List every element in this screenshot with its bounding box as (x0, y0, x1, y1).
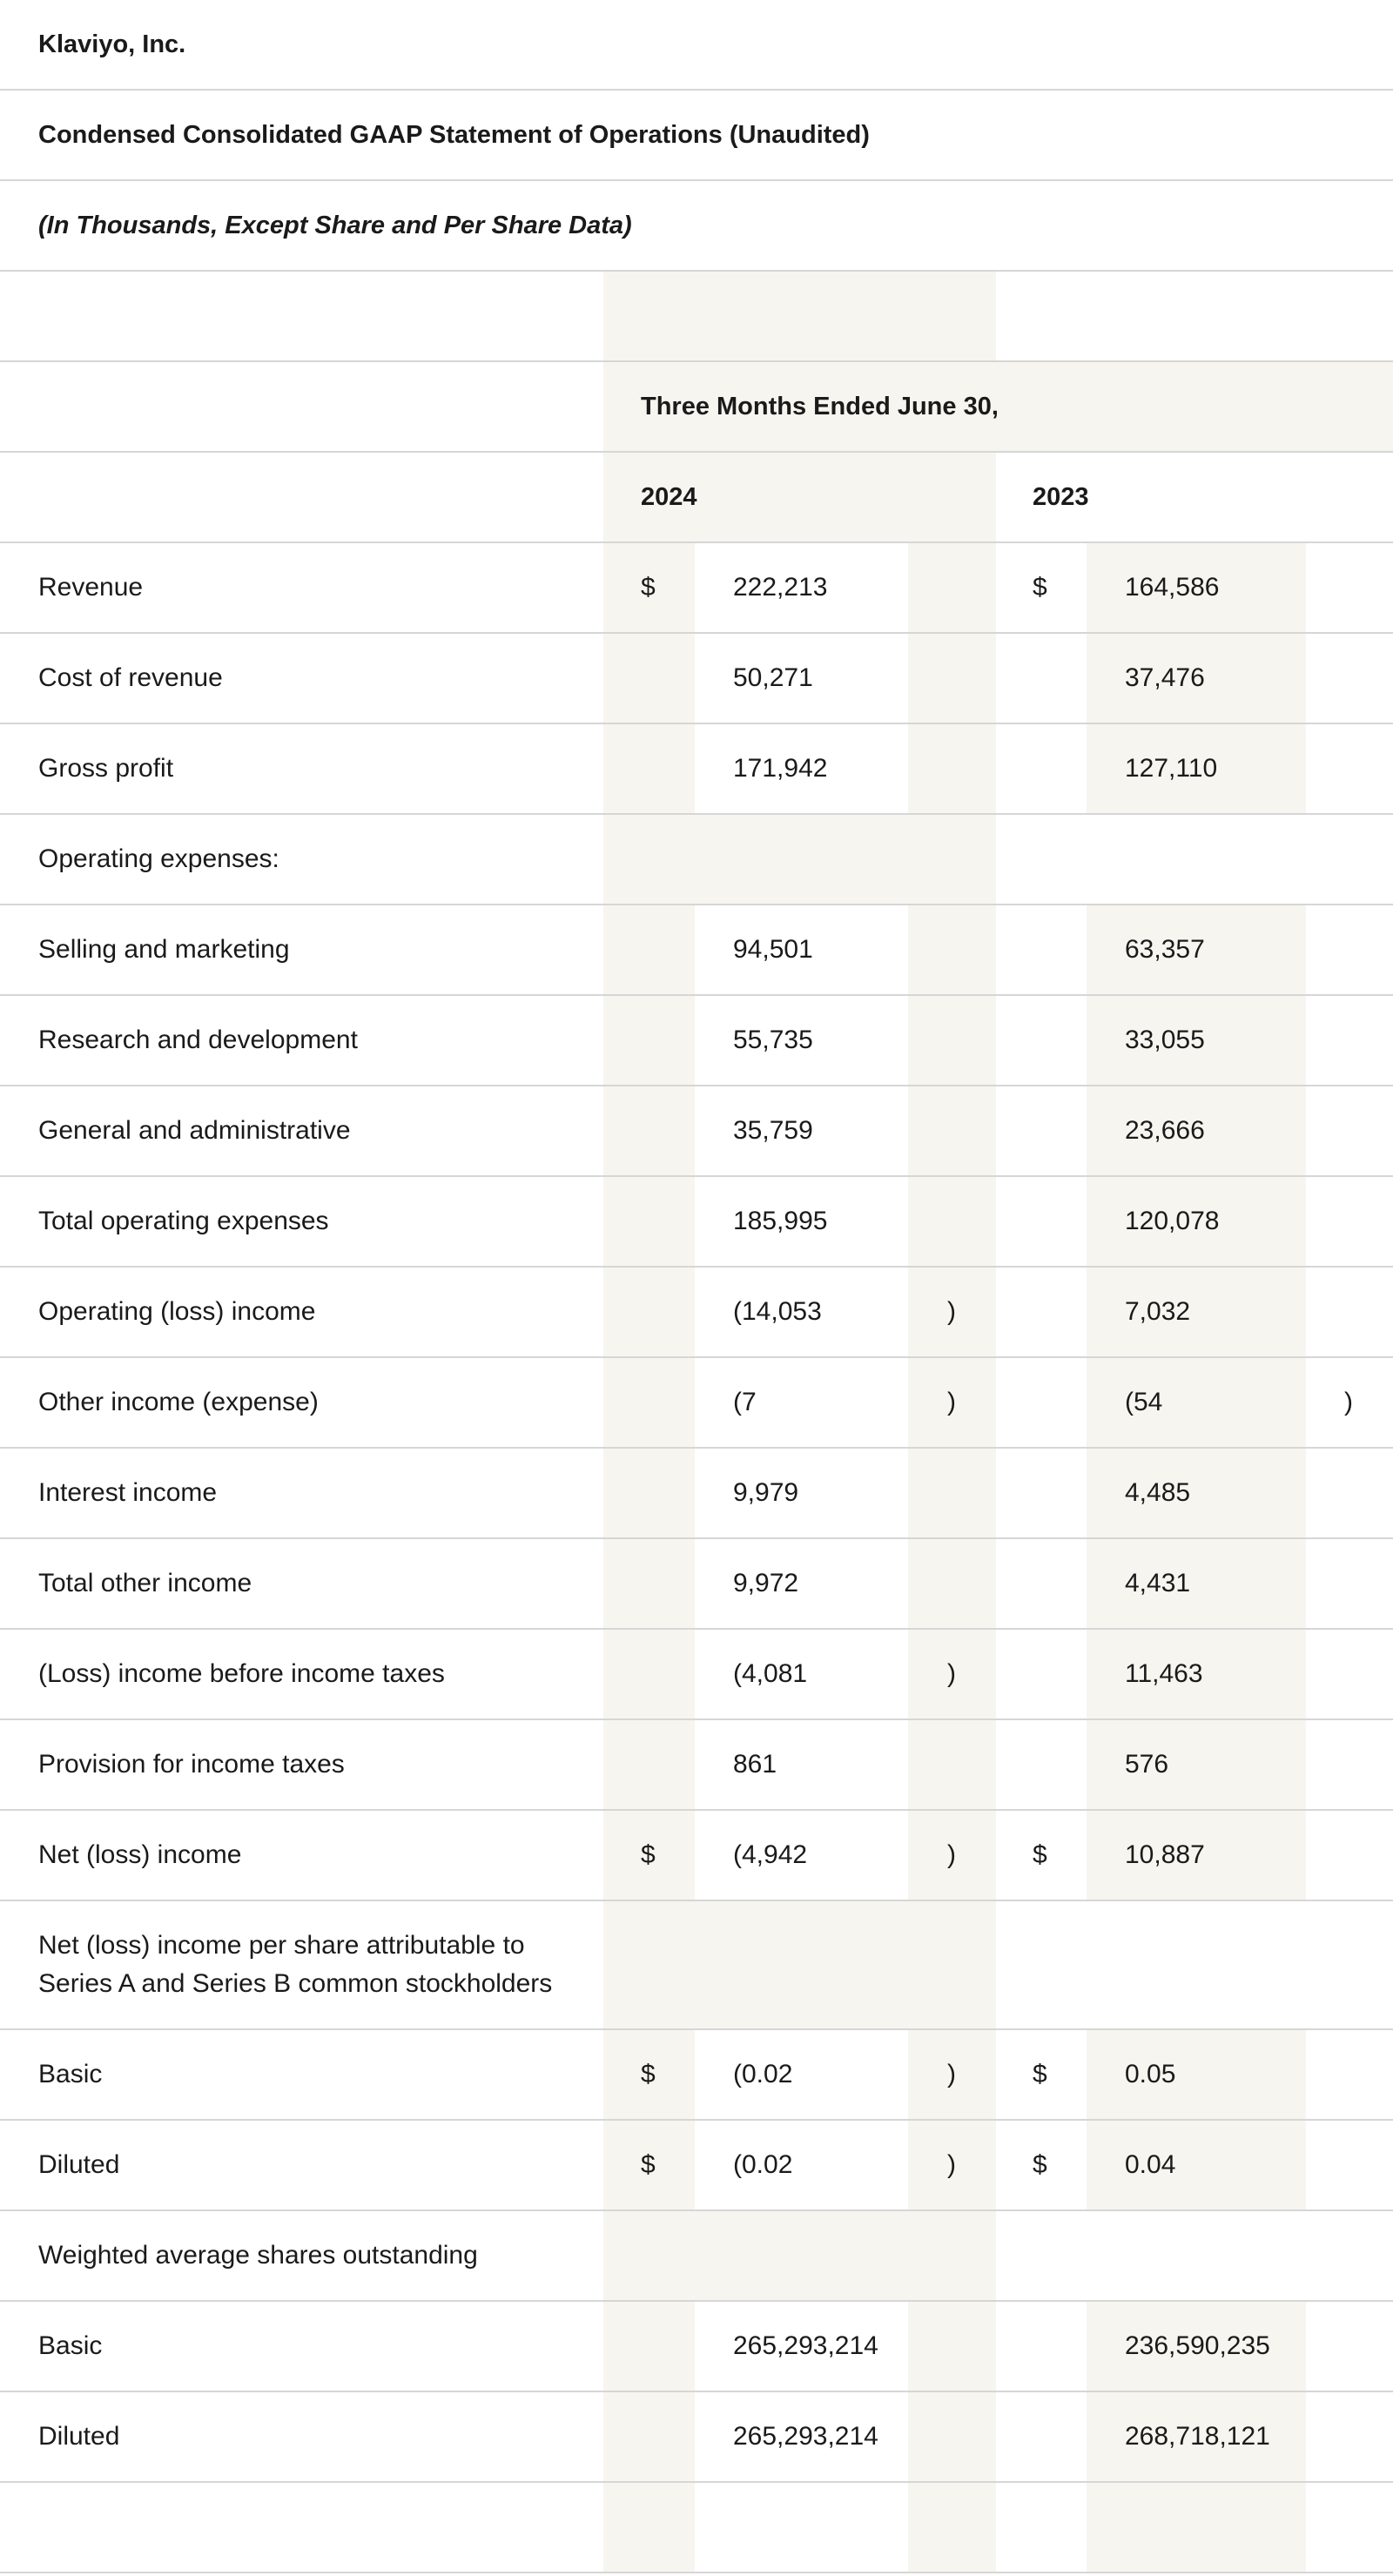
value-2024: 171,942 (733, 754, 828, 783)
value-2023: 268,718,121 (1125, 2422, 1270, 2451)
table-row (0, 2392, 1393, 2483)
col-2024-symbol-shade (603, 1268, 695, 1356)
company-row (0, 0, 1393, 91)
row-label: Provision for income taxes (38, 1750, 345, 1779)
spacer-shade (603, 272, 996, 360)
row-label: Basic (38, 2331, 103, 2360)
title-row (0, 91, 1393, 181)
row-label: (Loss) income before income taxes (38, 1659, 445, 1688)
table-row (0, 905, 1393, 996)
table-row (0, 1720, 1393, 1811)
section-row (0, 1901, 1393, 2030)
section-row (0, 815, 1393, 905)
close-paren-2023: ) (1344, 1388, 1353, 1416)
row-label: Cost of revenue (38, 663, 223, 692)
value-2024: (14,053 (733, 1297, 822, 1326)
col-2024-paren-shade (908, 1539, 996, 1628)
value-2024: 265,293,214 (733, 2422, 878, 2451)
close-paren-2024: ) (947, 1297, 956, 1326)
currency-symbol-2024: $ (641, 2150, 656, 2179)
col-2024-paren-shade (908, 1720, 996, 1809)
row-label: Diluted (38, 2422, 120, 2451)
value-2024: 94,501 (733, 935, 813, 964)
row-label: Diluted (38, 2150, 120, 2179)
col-2024-paren-shade (908, 996, 996, 1085)
row-label: Revenue (38, 573, 144, 602)
col-2024-symbol-shade (603, 996, 695, 1085)
value-2023: 10,887 (1125, 1840, 1205, 1869)
value-2023: 164,586 (1125, 573, 1220, 602)
col-2024-shade (603, 815, 996, 904)
table-row (0, 1086, 1393, 1177)
row-label: Research and development (38, 1026, 358, 1054)
table-row (0, 1177, 1393, 1268)
table-row (0, 543, 1393, 634)
col-2024-symbol-shade (603, 724, 695, 813)
row-label: Selling and marketing (38, 935, 290, 964)
col-2024-symbol-shade (603, 2392, 695, 2481)
value-2024: 861 (733, 1750, 777, 1779)
row-label: Interest income (38, 1478, 218, 1507)
col-2024-paren-shade (908, 724, 996, 813)
col-2024-paren-shade (908, 543, 996, 632)
col-2023-value-shade (1087, 2030, 1306, 2119)
row-label: Gross profit (38, 754, 174, 783)
col-2024-symbol-shade (603, 1086, 695, 1175)
value-2023: 63,357 (1125, 935, 1205, 964)
col-2023-value-shade (1087, 1539, 1306, 1628)
col-2024-symbol-shade (603, 634, 695, 723)
value-2024: 35,759 (733, 1116, 813, 1145)
value-2023: 23,666 (1125, 1116, 1205, 1145)
table-row (0, 634, 1393, 724)
col-2023-value-shade (1087, 2121, 1306, 2209)
table-row (0, 996, 1393, 1086)
col-2023-value-shade (1087, 1358, 1306, 1447)
table-row (0, 2030, 1393, 2121)
col-2023-value-shade (1087, 2483, 1306, 2572)
col-2024-paren-shade (908, 2483, 996, 2572)
value-2024: (0.02 (733, 2150, 793, 2179)
col-2024-symbol-shade (603, 2483, 695, 2572)
currency-symbol-2024: $ (641, 2060, 656, 2088)
col-2024-symbol-shade (603, 1177, 695, 1266)
units-row (0, 181, 1393, 272)
col-2024-symbol-shade (603, 905, 695, 994)
row-label: Net (loss) income (38, 1840, 242, 1869)
value-2024: 55,735 (733, 1026, 813, 1054)
year-2023-header: 2023 (1033, 483, 1089, 511)
currency-symbol-2023: $ (1033, 2060, 1047, 2088)
value-2024: (4,942 (733, 1840, 808, 1869)
col-2024-paren-shade (908, 2392, 996, 2481)
value-2024: 222,213 (733, 573, 828, 602)
trailing-blank-row (0, 2483, 1393, 2573)
row-label: Total operating expenses (38, 1207, 329, 1235)
currency-symbol-2024: $ (641, 1840, 656, 1869)
value-2023: 120,078 (1125, 1207, 1220, 1235)
statement-title: Condensed Consolidated GAAP Statement of Operations (Unaudited) (38, 121, 870, 149)
currency-symbol-2023: $ (1033, 573, 1047, 602)
row-label: Operating expenses: (38, 844, 279, 873)
table-row (0, 1268, 1393, 1358)
col-2024-paren-shade (908, 1449, 996, 1537)
value-2024: 50,271 (733, 663, 813, 692)
table-row (0, 724, 1393, 815)
close-paren-2024: ) (947, 1840, 956, 1869)
close-paren-2024: ) (947, 1659, 956, 1688)
close-paren-2024: ) (947, 2150, 956, 2179)
value-2023: 0.04 (1125, 2150, 1176, 2179)
col-2024-symbol-shade (603, 1358, 695, 1447)
col-2024-symbol-shade (603, 1539, 695, 1628)
row-label: Basic (38, 2060, 103, 2088)
col-2024-paren-shade (908, 1086, 996, 1175)
value-2023: 33,055 (1125, 1026, 1205, 1054)
year-header-row (0, 453, 1393, 543)
table-row (0, 1449, 1393, 1539)
table-row (0, 1539, 1393, 1630)
section-row (0, 2211, 1393, 2302)
company-name: Klaviyo, Inc. (38, 30, 186, 58)
currency-symbol-2024: $ (641, 573, 656, 602)
col-2024-symbol-shade (603, 2302, 695, 2391)
year-2024-header: 2024 (641, 483, 697, 511)
units-note: (In Thousands, Except Share and Per Share Data) (38, 212, 632, 239)
value-2024: 9,972 (733, 1569, 799, 1597)
currency-symbol-2023: $ (1033, 2150, 1047, 2179)
period-header-row (0, 362, 1393, 453)
col-2023-value-shade (1087, 1720, 1306, 1809)
value-2023: (54 (1125, 1388, 1163, 1416)
spacer-row (0, 272, 1393, 362)
col-2024-symbol-shade (603, 1720, 695, 1809)
col-2024-paren-shade (908, 1177, 996, 1266)
col-2023-value-shade (1087, 1449, 1306, 1537)
period-header: Three Months Ended June 30, (641, 393, 999, 420)
table-row (0, 2302, 1393, 2392)
col-2024-symbol-shade (603, 1449, 695, 1537)
table-row (0, 1630, 1393, 1720)
row-label: Other income (expense) (38, 1388, 319, 1416)
value-2023: 11,463 (1125, 1659, 1203, 1688)
value-2023: 4,431 (1125, 1569, 1191, 1597)
value-2023: 0.05 (1125, 2060, 1176, 2088)
value-2024: (7 (733, 1388, 757, 1416)
close-paren-2024: ) (947, 1388, 956, 1416)
value-2024: (0.02 (733, 2060, 793, 2088)
value-2024: 265,293,214 (733, 2331, 878, 2360)
close-paren-2024: ) (947, 2060, 956, 2088)
row-label: Operating (loss) income (38, 1297, 316, 1326)
value-2024: 9,979 (733, 1478, 799, 1507)
table-row (0, 2121, 1393, 2211)
value-2023: 576 (1125, 1750, 1169, 1779)
col-2024-paren-shade (908, 2302, 996, 2391)
col-2024-symbol-shade (603, 1630, 695, 1718)
value-2023: 7,032 (1125, 1297, 1191, 1326)
value-2023: 4,485 (1125, 1478, 1191, 1507)
col-2024-paren-shade (908, 905, 996, 994)
row-label: Total other income (38, 1569, 252, 1597)
row-label: Net (loss) income per share attributable to Series A and Series B common stockholders (38, 1931, 553, 1998)
currency-symbol-2023: $ (1033, 1840, 1047, 1869)
row-label: Weighted average shares outstanding (38, 2241, 478, 2270)
value-2024: (4,081 (733, 1659, 808, 1688)
value-2024: 185,995 (733, 1207, 828, 1235)
value-2023: 127,110 (1125, 754, 1218, 783)
table-row (0, 1358, 1393, 1449)
col-2024-shade (603, 2211, 996, 2300)
col-2024-shade (603, 1901, 996, 2028)
col-2023-value-shade (1087, 1268, 1306, 1356)
col-2024-paren-shade (908, 634, 996, 723)
value-2023: 37,476 (1125, 663, 1205, 692)
table-row (0, 1811, 1393, 1901)
row-label: General and administrative (38, 1116, 351, 1145)
value-2023: 236,590,235 (1125, 2331, 1270, 2360)
